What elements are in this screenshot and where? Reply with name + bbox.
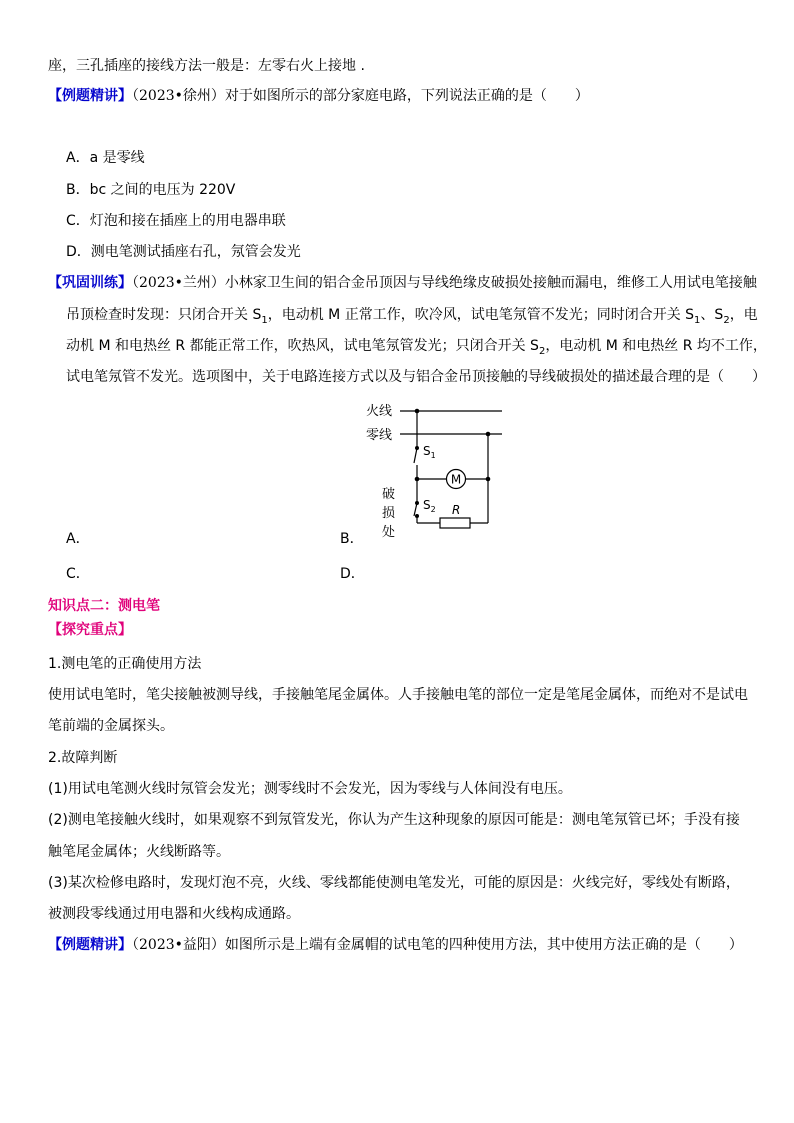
- option-d: D．: [340, 566, 365, 582]
- section-heading-2: 2.故障判断: [48, 750, 118, 766]
- example-tag: 【例题精讲】: [48, 937, 132, 953]
- text-segment: 动机 M 和电热丝 R 都能正常工作，吹热风，试电笔氖管发光；只闭合开关 S: [66, 338, 539, 354]
- option-c: C．: [66, 566, 90, 582]
- question-source: （2023•徐州）: [132, 88, 225, 104]
- exercise-stem-line-3: [66, 336, 767, 362]
- switch-s2-blade: [414, 503, 417, 516]
- switch-contact-dot: [415, 501, 419, 505]
- exercise-stem-line-1: [48, 273, 757, 293]
- option-b: B．: [340, 531, 364, 547]
- question-source: （2023•益阳）: [132, 937, 225, 953]
- item-2-line-2: 触笔尾金属体；火线断路等。: [48, 844, 230, 860]
- paragraph-1-line-2: 笔前端的金属探头。: [48, 718, 174, 734]
- switch-s1-label: $S_1$: [423, 444, 436, 460]
- resistor-label: R: [452, 503, 461, 517]
- subscript: 1: [261, 314, 268, 326]
- junction-dot: [486, 432, 491, 437]
- option-a: A．a 是零线: [66, 150, 145, 166]
- option-a: A．: [66, 531, 90, 547]
- text-segment: ，电动机 M 和电热丝 R 均不工作，: [545, 338, 767, 354]
- example-tag: 【例题精讲】: [48, 88, 132, 104]
- item-3-line-1: (3)某次检修电路时，发现灯泡不亮，火线、零线都能使测电笔发光，可能的原因是：火线完好，零线处有断路，: [48, 875, 740, 891]
- switch-contact-dot: [415, 446, 419, 450]
- subscript: 2: [538, 345, 546, 357]
- example-3-stem: [48, 935, 743, 955]
- resistor-icon: [440, 518, 470, 528]
- fire-wire-label: 火线: [366, 404, 393, 419]
- option-c: C．灯泡和接在插座上的用电器串联: [66, 213, 286, 229]
- switch-s1-blade: [414, 448, 417, 463]
- knowledge-point-title: 知识点二：测电笔: [48, 598, 160, 614]
- zero-wire-label: 零线: [366, 428, 393, 443]
- text-segment: 吊顶检查时发现：只闭合开关 S: [66, 307, 262, 323]
- break-label-2: 损: [382, 506, 396, 521]
- example-1-stem: [48, 86, 589, 106]
- text-segment: 、S: [700, 307, 724, 323]
- circuit-diagram: [360, 395, 510, 545]
- item-2-line-1: (2)测电笔接触火线时，如果观察不到氖管发光，你认为产生这种现象的原因可能是：测电笔氖管已坏；手没有接: [48, 812, 740, 828]
- junction-dot: [486, 477, 491, 482]
- paragraph-1-line-1: 使用试电笔时，笔尖接触被测导线，手接触笔尾金属体。人手接触电笔的部位一定是笔尾金属体，而绝对不是试电: [48, 687, 748, 703]
- explore-focus-title: 【探究重点】: [48, 622, 132, 638]
- text-segment: ，电: [729, 307, 758, 323]
- text-segment: ，电动机 M 正常工作，吹冷风，试电笔氖管不发光；同时闭合开关 S: [267, 307, 695, 323]
- junction-dot: [415, 409, 420, 414]
- question-text: 如图所示是上端有金属帽的试电笔的四种使用方法，其中使用方法正确的是（ ）: [224, 937, 743, 953]
- question-text: 对于如图所示的部分家庭电路，下列说法正确的是（ ）: [224, 88, 589, 104]
- break-label-1: 破: [382, 487, 396, 502]
- section-heading-1: 1.测电笔的正确使用方法: [48, 656, 202, 672]
- exercise-stem-line-4: 试电笔氖管不发光。选项图中，关于电路连接方式以及与铝合金吊顶接触的导线破损处的描述最合理的是（ ）: [66, 369, 766, 385]
- switch-s2-label: $S_2$: [423, 498, 436, 514]
- exercise-tag: 【巩固训练】: [48, 275, 132, 291]
- intro-line: 座，三孔插座的接线方法一般是：左零右火上接地 .: [48, 58, 365, 74]
- question-source: （2023•兰州）: [132, 275, 225, 291]
- exercise-stem-line-2: [66, 305, 758, 331]
- junction-dot: [415, 477, 420, 482]
- subscript: 1: [694, 314, 701, 326]
- motor-label: M: [450, 472, 462, 487]
- option-d: D．测电笔测试插座右孔，氖管会发光: [66, 244, 301, 260]
- break-label-3: 处: [382, 525, 396, 540]
- item-3-line-2: 被测段零线通过用电器和火线构成通路。: [48, 906, 300, 922]
- item-1: (1)用试电笔测火线时氖管会发光；测零线时不会发光，因为零线与人体间没有电压。: [48, 781, 572, 797]
- option-b: B．bc 之间的电压为 220V: [66, 182, 236, 198]
- subscript: 2: [723, 314, 730, 326]
- switch-contact-dot: [415, 514, 419, 518]
- question-text: 小林家卫生间的铝合金吊顶因与导线绝缘皮破损处接触而漏电，维修工人用试电笔接触: [224, 275, 757, 291]
